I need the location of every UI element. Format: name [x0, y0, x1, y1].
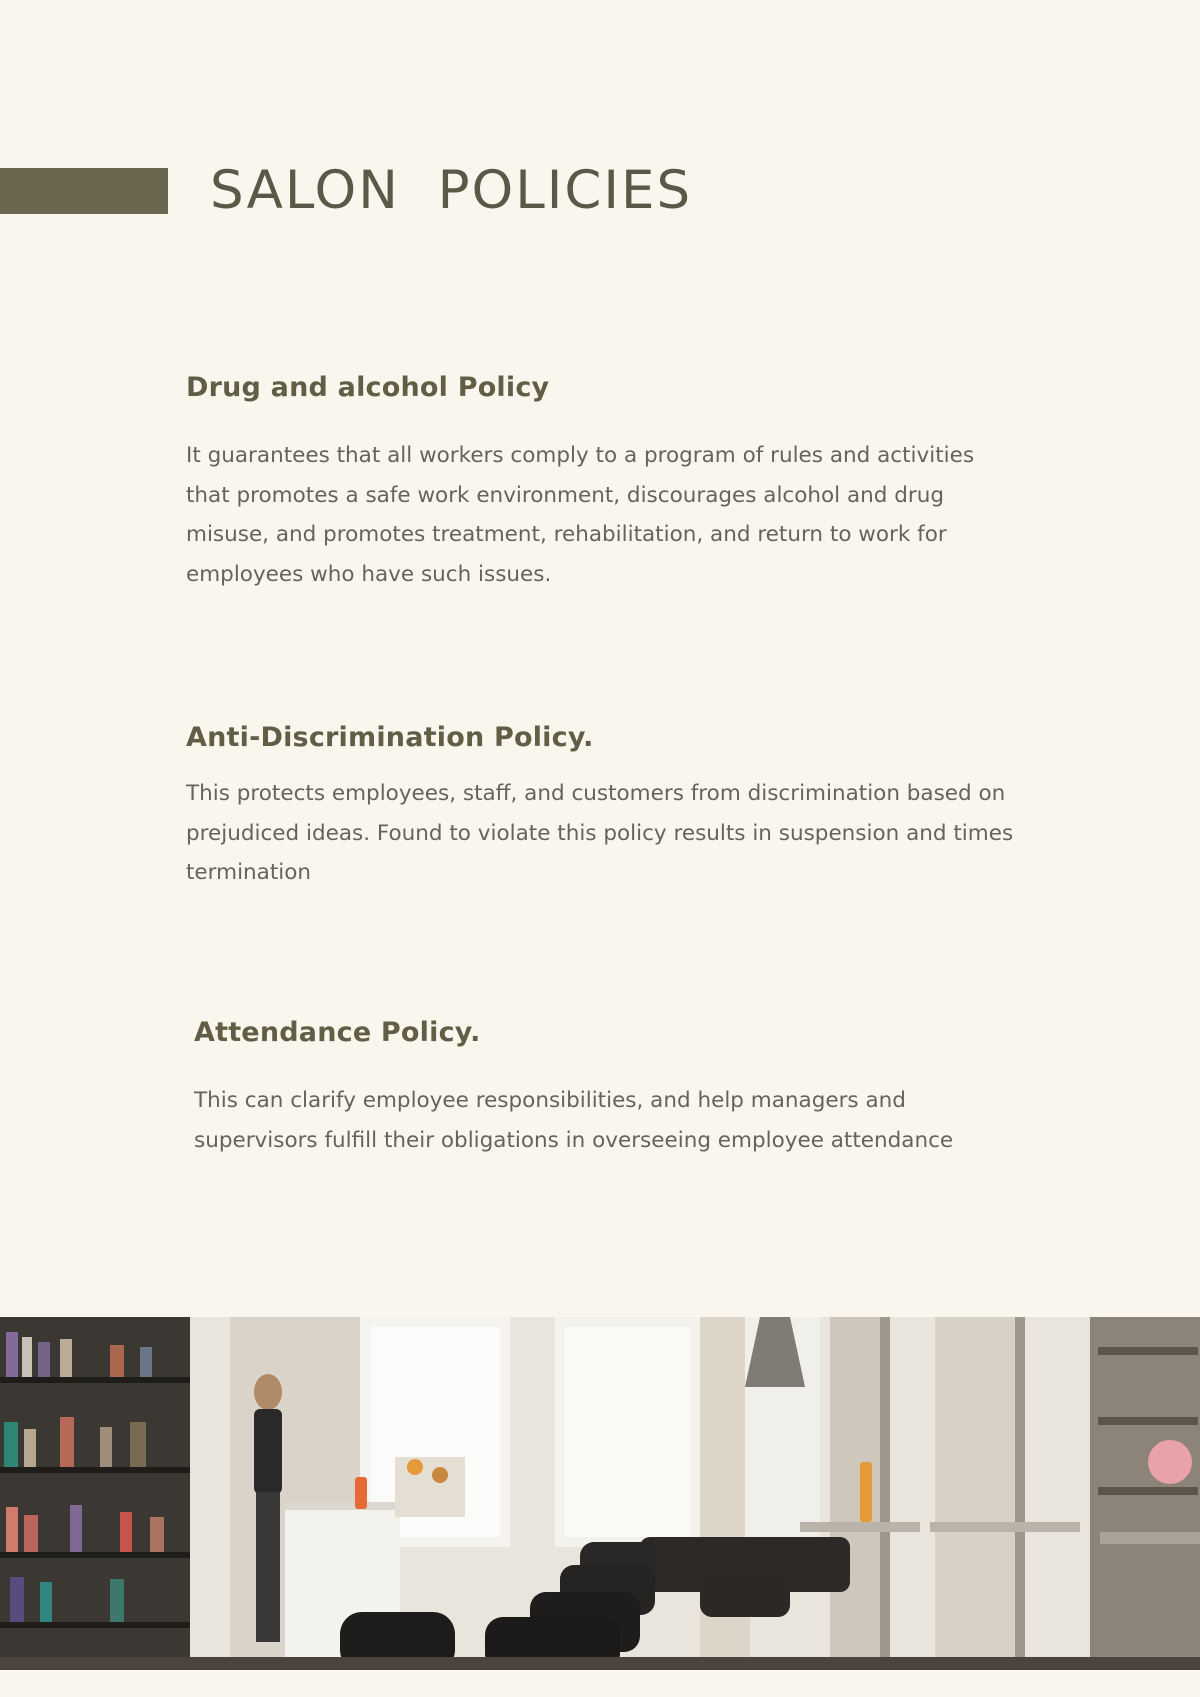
policy-body: It guarantees that all workers comply to a program of rules and activities that promotes a safe work environment, discourages alcohol and drug misuse, and promotes treatment, rehabilitation, and return to work for employees who have such issues. — [186, 443, 975, 587]
drug-alcohol-policy-section — [186, 370, 1016, 594]
policy-body: This protects employees, staff, and customers from discrimination based on prejudiced ideas. Found to violate this policy results in suspension and times termination — [186, 781, 1014, 885]
page-title: SALON POLICIES — [210, 160, 693, 221]
policy-body: This can clarify employee responsibilities, and help managers and supervisors fulfill their obligations in overseeing employee attendance — [194, 1088, 954, 1153]
policy-heading: Attendance Policy. — [194, 1017, 481, 1048]
policy-heading: Drug and alcohol Policy — [186, 372, 550, 403]
salon-interior-photo — [0, 1317, 1200, 1670]
title-accent-bar — [0, 168, 168, 214]
policy-heading: Anti-Discrimination Policy. — [186, 722, 594, 753]
attendance-policy-section — [194, 1015, 1024, 1160]
anti-discrimination-policy-section — [186, 720, 1016, 893]
